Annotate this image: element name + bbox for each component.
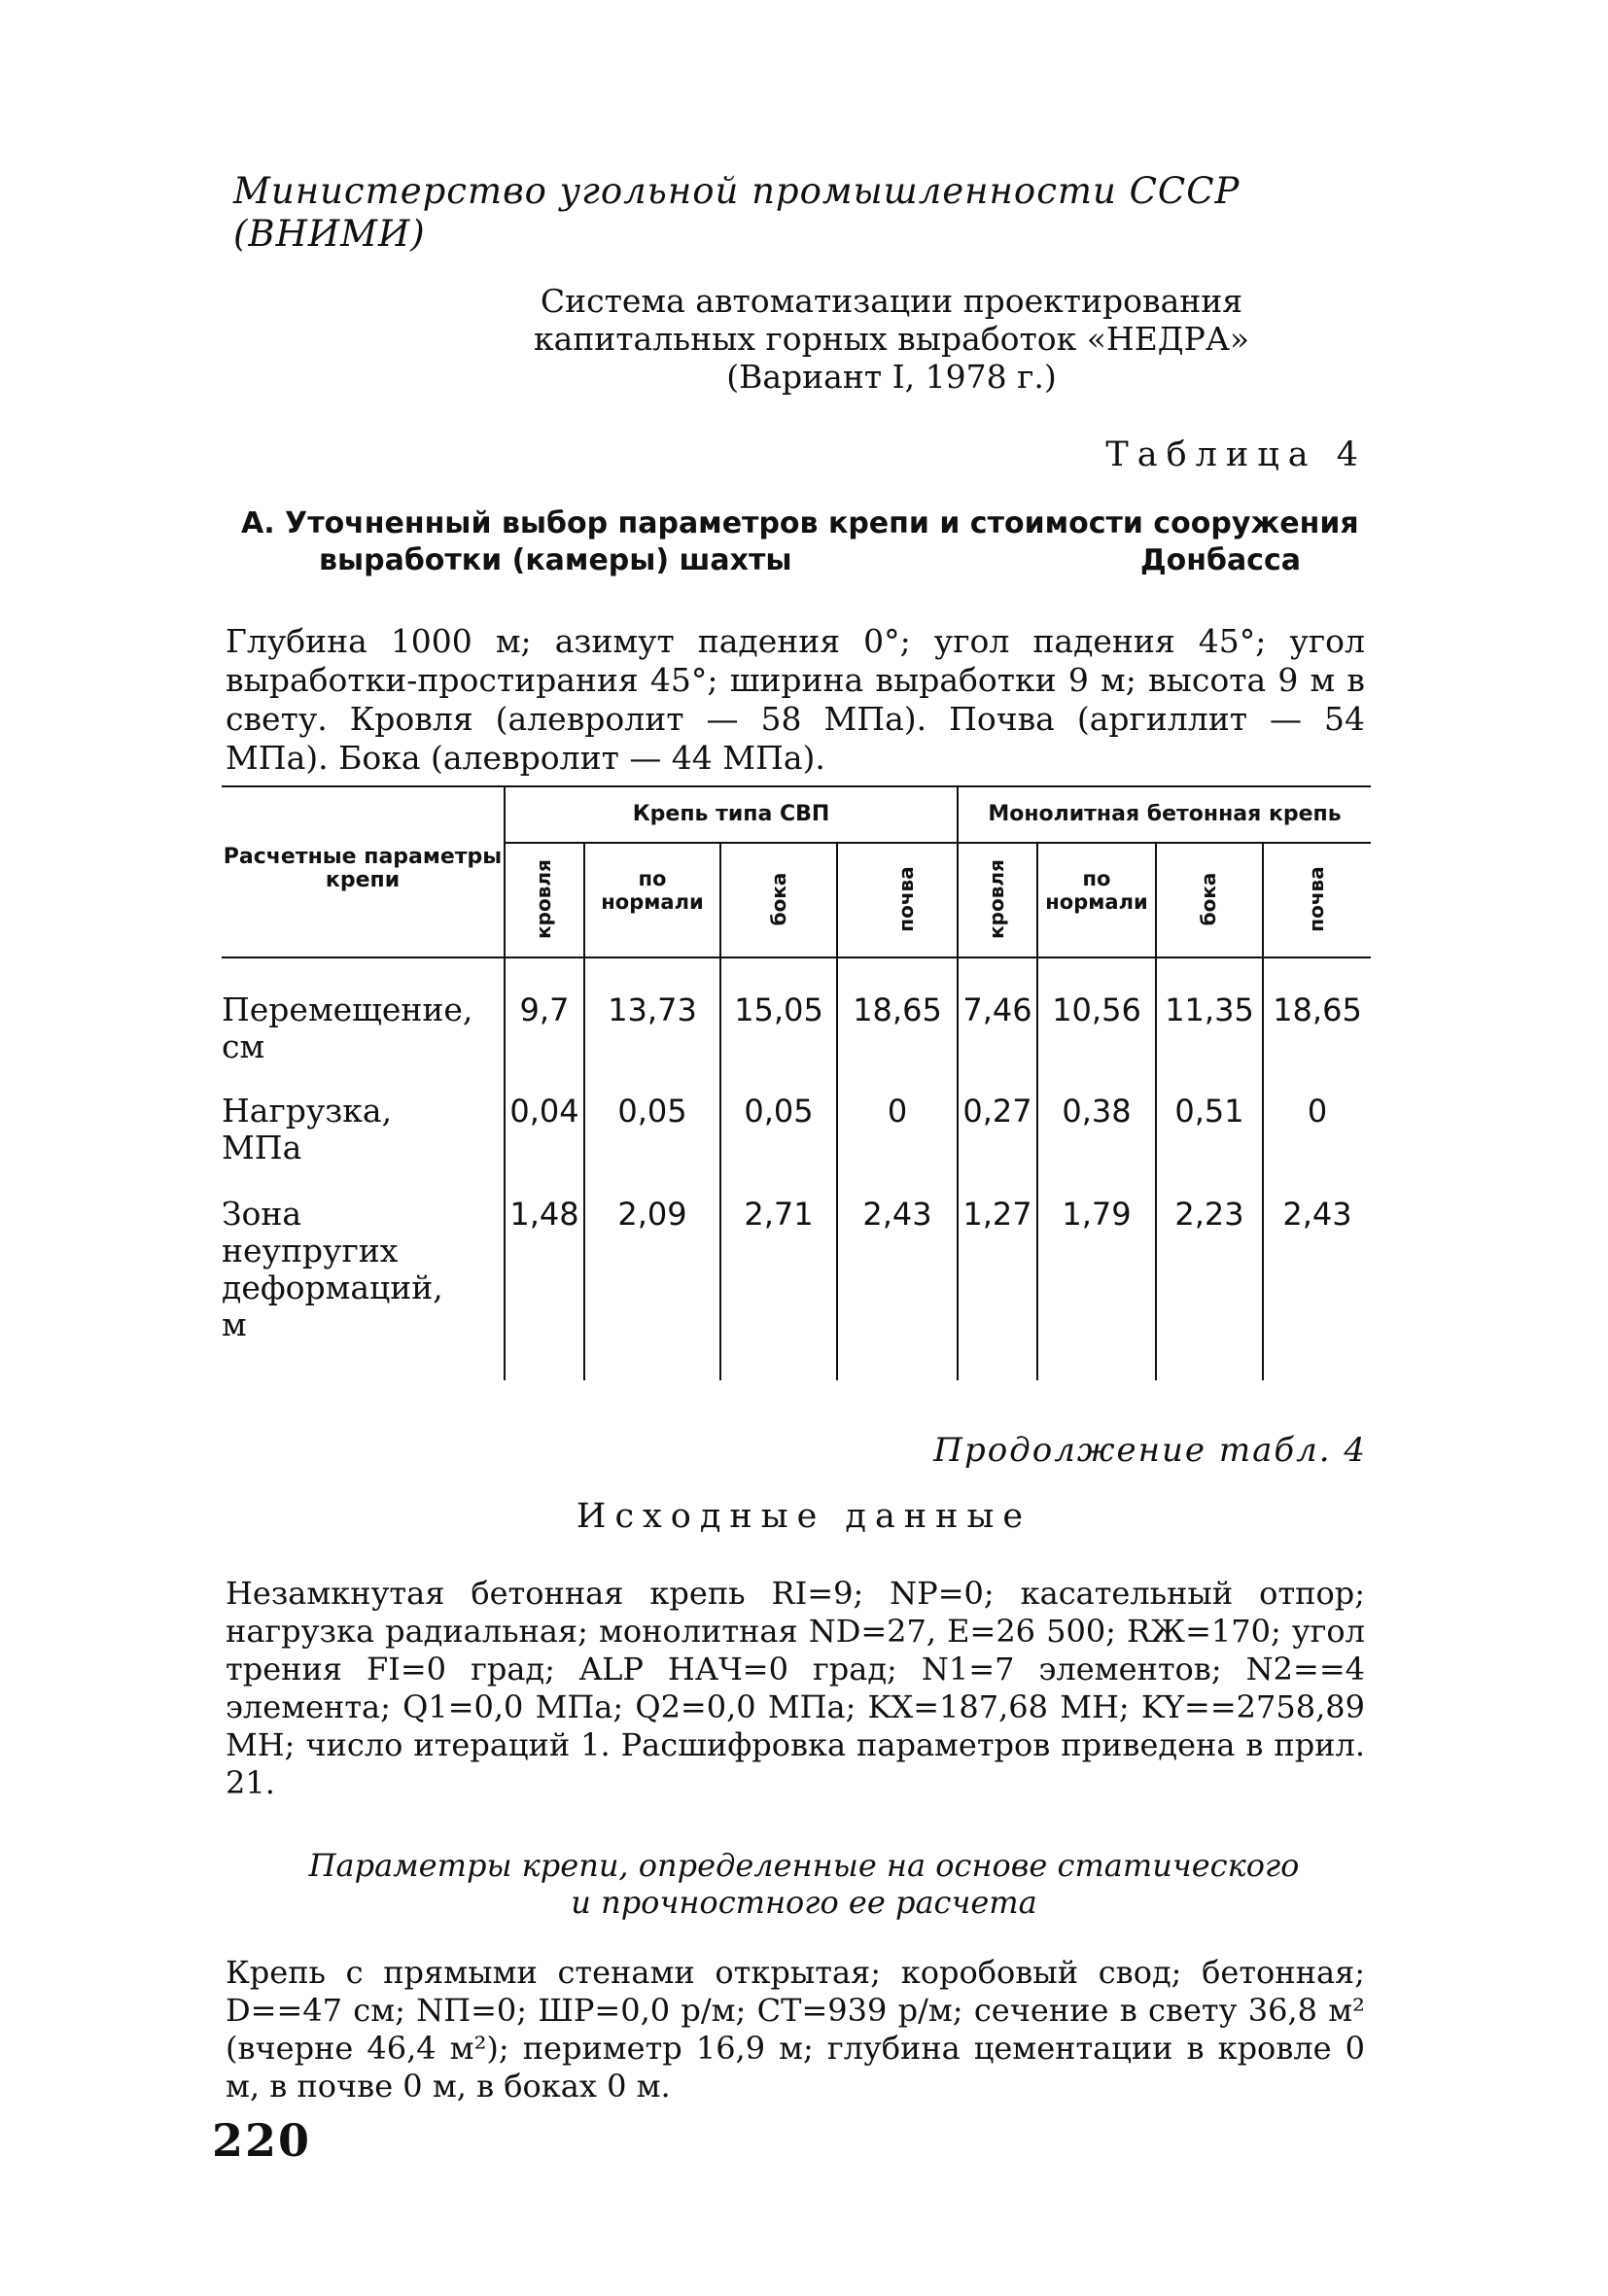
sub-header: кровля [532,859,555,939]
intro-paragraph: Глубина 1000 м; азимут падения 0°; угол падения 45°; угол выработки-простирания 45°; ширина выработки 9 м; высота 9 м в свету. Кровля (алевролит — 58 МПа). Почва (аргиллит — 54 МПа). Бока (алевролит — 44 МПа). [226,622,1365,777]
table-cell: 2,23 [1174,1196,1244,1233]
table-cell: 10,56 [1052,991,1141,1028]
group-header-monolithic: Монолитная бетонная крепь [988,802,1342,826]
section-title-line-1: А. Уточненный выбор параметров крепи и стоимости сооружения [241,506,1359,540]
table-cell: 2,09 [617,1196,687,1233]
table-cell: 0,05 [744,1093,814,1130]
ministry-header [233,170,1240,256]
parameters-table [222,785,1371,1380]
group-header-svp: Крепь типа СВП [632,802,830,826]
params-paragraph: Крепь с прямыми стенами открытая; коробовый свод; бетонная; D==47 см; NП=0; ШР=0,0 р/м; СТ=939 р/м; сечение в свету 36,8 м² (вчерне 46,4 м²); периметр 16,9 м; глубина цементации в кровле 0 м, в почве 0 м, в боках 0 м. [226,1954,1365,2105]
table-continuation-label: Продолжение табл. 4 [933,1431,1367,1470]
sub-header: почва [894,866,918,932]
table-cell: 15,05 [734,991,823,1028]
system-line-2: капитальных горных выработок «НЕДРА» [533,320,1250,358]
sub-header: по нормали [1045,867,1148,914]
sub-header: по нормали [601,867,704,914]
section-title-region: Донбасса [1139,543,1301,577]
row-label-inelastic-zone: Зона неупругих деформаций, м [222,1195,443,1343]
page-number: 220 [212,2114,312,2167]
table-cell: 0,05 [617,1093,687,1130]
table-cell: 9,7 [519,991,570,1028]
table-cell: 0,27 [962,1093,1032,1130]
table-corner-header: Расчетные параметры крепи [223,845,503,892]
source-data-heading: Исходные данные [576,1497,1032,1536]
table-cell: 1,79 [1062,1196,1132,1233]
sub-header: бока [767,872,790,926]
section-title-line-2: выработки (камеры) шахты [319,543,792,577]
table-cell: 2,71 [744,1196,814,1233]
section-title [241,505,1359,579]
sub-header: бока [1197,872,1220,926]
table-cell: 0,04 [509,1093,579,1130]
table-label: Таблица 4 [1105,435,1367,474]
table-cell: 2,43 [862,1196,932,1233]
sub-header: кровля [985,859,1008,939]
params-heading-line-1: Параметры крепи, определенные на основе статического [308,1847,1300,1884]
system-title [0,282,1608,396]
table-cell: 1,48 [509,1196,579,1233]
table-cell: 18,65 [853,991,942,1028]
table-cell: 2,43 [1282,1196,1352,1233]
table-cell: 11,35 [1165,991,1254,1028]
ministry-line-2: (ВНИМИ) [233,213,426,255]
row-label-load: Нагрузка, МПа [222,1092,393,1166]
table-vrule [957,785,959,1380]
table-cell: 0,38 [1062,1093,1132,1130]
table-cell: 0 [1307,1093,1328,1130]
table-cell: 0 [887,1093,908,1130]
system-line-1: Система автоматизации проектирования [540,282,1243,320]
ministry-line-1: Министерство угольной промышленности СССР [233,170,1241,212]
params-heading [0,1847,1608,1921]
table-cell: 0,51 [1174,1093,1244,1130]
table-vrule [504,785,506,1380]
table-cell: 1,27 [962,1196,1032,1233]
sub-header: почва [1305,866,1328,932]
row-label-displacement: Перемещение, см [222,991,473,1065]
system-line-3: (Вариант I, 1978 г.) [726,358,1057,396]
table-cell: 13,73 [608,991,697,1028]
group-header-rule [504,842,1371,844]
table-top-rule [222,785,1371,787]
table-cell: 18,65 [1273,991,1362,1028]
source-data-paragraph: Незамкнутая бетонная крепь RI=9; NP=0; касательный отпор; нагрузка радиальная; монолитная ND=27, E=26 500; RЖ=170; угол трения FI=0 град; ALP НАЧ=0 град; N1=7 элементов; N2==4 элемента; Q1=0,0 МПа; Q2=0,0 МПа; KX=187,68 МН; KY==2758,89 МН; число итераций 1. Расшифровка параметров приведена в прил. 21. [226,1575,1365,1801]
params-heading-line-2: и прочностного ее расчета [571,1884,1037,1921]
table-cell: 7,46 [962,991,1032,1028]
